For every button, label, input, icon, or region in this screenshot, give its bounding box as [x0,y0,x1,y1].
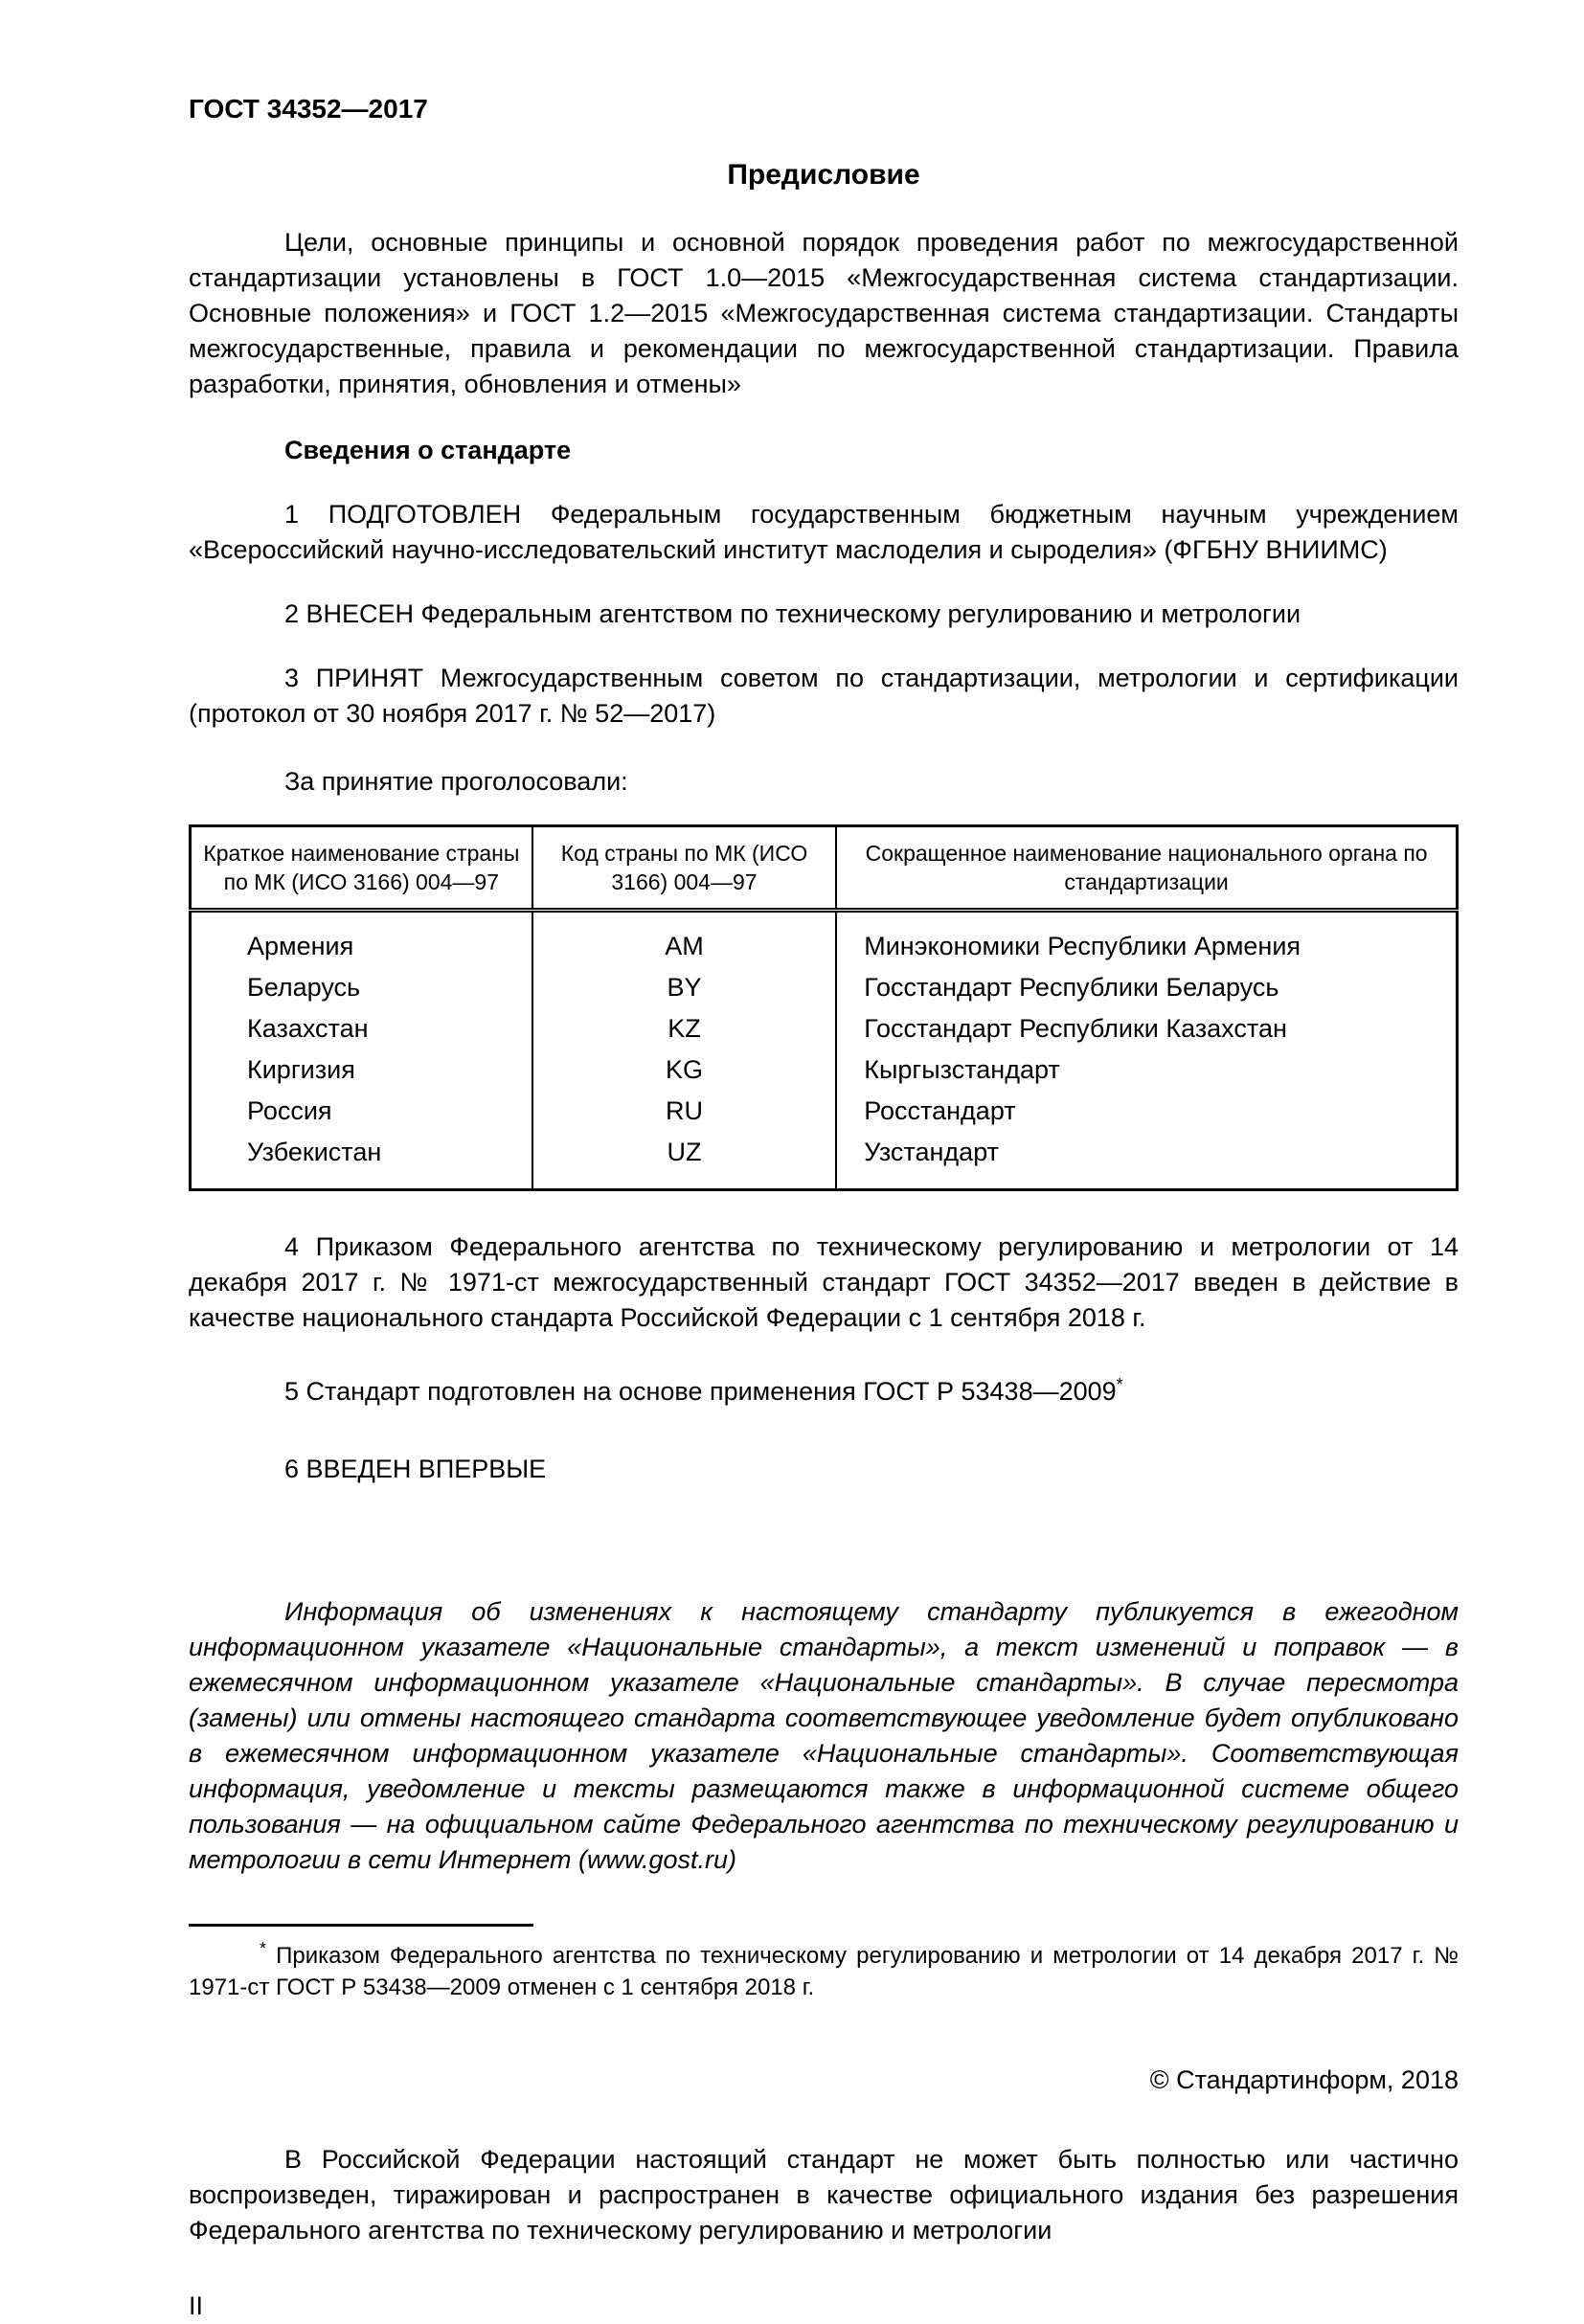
doc-code: ГОСТ 34352—2017 [189,94,428,124]
preface-item-5-text: 5 Стандарт подготовлен на основе применения ГОСТ Р 53438—2009 [284,1377,1117,1406]
preface-item-3: 3 ПРИНЯТ Межгосударственным советом по стандартизации, метрологии и сертификации (протокол от 30 ноября 2017 г. № 52—2017) [189,664,1459,728]
body-cell: Минэкономики Республики Армения [836,911,1457,968]
body-cell: Росстандарт [836,1091,1457,1132]
reproduction-note: В Российской Федерации настоящий стандарт не может быть полностью или частично воспроизведен, тиражирован и распространен в качестве официального издания без разрешения Федерального агентства по техническому регулированию и метрологии [189,2144,1459,2245]
preface-item-4: 4 Приказом Федерального агентства по техническому регулированию и метрологии от 14 декабря 2017 г. № 1971-ст межгосударственный стандарт ГОСТ 34352—2017 введен в действие в качестве национального стандарта Российской Федерации с 1 сентября 2018 г. [189,1232,1459,1332]
page-title: Предисловие [727,159,920,191]
vote-table-header-row [191,826,1458,911]
vote-table-header-body: Сокращенное наименование национального органа по стандартизации [836,826,1457,911]
table-row [191,911,1458,968]
page-number: II [189,2290,204,2320]
table-row [191,1091,1458,1132]
country-cell: Казахстан [191,1008,532,1049]
code-cell: BY [532,967,837,1008]
vote-table-header-country: Краткое наименование страны по МК (ИСО 3166) 004—97 [191,826,532,911]
intro-paragraph: Цели, основные принципы и основной порядок проведения работ по межгосударственной стандартизации установлены в ГОСТ 1.0—2015 «Межгосударственная система стандартизации. Основные положения» и ГОСТ 1.2—2015 «Межгосударственная система стандартизации. Стандарты межгосударственные, правила и рекомендации по межгосударственной стандартизации. Правила разработки, принятия, обновления и отмены» [189,228,1459,398]
footnote-divider [189,1924,533,1927]
country-cell: Беларусь [191,967,532,1008]
country-cell: Узбекистан [191,1132,532,1190]
footnote-reference-mark: * [1116,1375,1123,1394]
body-cell: Узстандарт [836,1132,1457,1190]
footnote-text: Приказом Федерального агентства по техническому регулированию и метрологии от 14 декабря 2017 г. № 1971-ст ГОСТ Р 53438—2009 отменен с 1 сентября 2018 г. [189,1942,1459,2000]
table-row [191,1132,1458,1190]
vote-label: За принятие проголосовали: [284,767,628,796]
code-cell: RU [532,1091,837,1132]
body-cell: Госстандарт Республики Казахстан [836,1008,1457,1049]
preface-item-2: 2 ВНЕСЕН Федеральным агентством по техническому регулированию и метрологии [284,599,1301,628]
code-cell: KG [532,1049,837,1091]
code-cell: AM [532,911,837,968]
code-cell: UZ [532,1132,837,1190]
country-cell: Армения [191,911,532,968]
availability-note: Информация об изменениях к настоящему стандарту публикуется в ежегодном информационном указателе «Национальные стандарты», а текст изменений и поправок — в ежемесячном информационном указателе «Национальные стандарты». В случае пересмотра (замены) или отмены настоящего стандарта соответствующее уведомление будет опубликовано в ежемесячном информационном указателе «Национальные стандарты». Соответствующая информация, уведомление и тексты размещаются также в информационной системе общего пользования — на официальном сайте Федерального агентства по техническому регулированию и метрологии в сети Интернет (www.gost.ru) [189,1597,1459,1874]
body-cell: Кыргызстандарт [836,1049,1457,1091]
table-row [191,1008,1458,1049]
preface-item-5 [189,1374,1459,1410]
table-row [191,967,1458,1008]
code-cell: KZ [532,1008,837,1049]
standard-info-heading: Сведения о стандарте [284,436,572,464]
country-cell: Киргизия [191,1049,532,1091]
footnote [189,1940,1459,2003]
vote-table [189,824,1459,1191]
preface-item-1: 1 ПОДГОТОВЛЕН Федеральным государственным бюджетным научным учреждением «Всероссийский научно-исследовательский институт маслоделия и сыроделия» (ФГБНУ ВНИИМС) [189,500,1459,564]
country-cell: Россия [191,1091,532,1132]
vote-table-header-code: Код страны по МК (ИСО 3166) 004—97 [532,826,837,911]
body-cell: Госстандарт Республики Беларусь [836,967,1457,1008]
copyright-line: © Стандартинформ, 2018 [1149,2065,1459,2094]
preface-item-6: 6 ВВЕДЕН ВПЕРВЫЕ [284,1455,547,1483]
footnote-mark: * [260,1938,267,1958]
table-row [191,1049,1458,1091]
